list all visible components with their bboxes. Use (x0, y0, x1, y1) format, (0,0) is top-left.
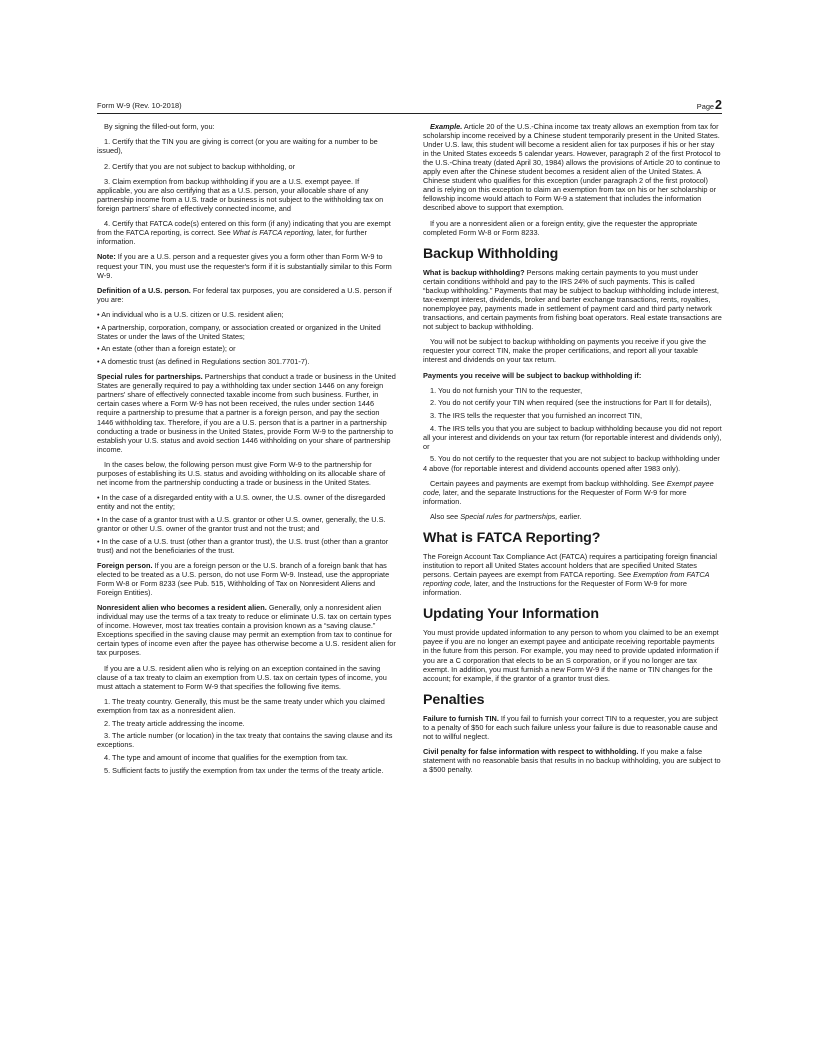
paragraph: In the cases below, the following person must give Form W-9 to the partnership for purposes of establishing its U.S. status and avoiding withholding on its allocable share of net income from the partnership conducting a trade or business in the United States. (97, 459, 386, 487)
text: Certain payees and payments are exempt from backup withholding. See (430, 478, 667, 488)
run-in-heading: Definition of a U.S. person. (97, 285, 191, 295)
example-heading: Example. (430, 122, 463, 131)
subheading (423, 371, 722, 380)
section-heading: Backup Withholding (423, 245, 559, 262)
text: 4. Certify that FATCA code(s) entered on this form (if any) indicating that you are exempt from the FATCA reporting, is correct. See (97, 219, 391, 238)
list-item: 4. The type and amount of income that qualifies for the exemption from tax. (104, 753, 348, 763)
page-number-value: 2 (715, 98, 722, 112)
paragraph: By signing the filled-out form, you: (104, 122, 215, 131)
right-column (423, 122, 722, 780)
paragraph: If you are a U.S. resident alien who is relying on an exception contained in the saving clause of a tax treaty to claim an exemption from U.S. tax on certain types of income, you must attach a statement to Form W-9 that specifies the following five items. (97, 663, 387, 691)
cross-reference: What is FATCA reporting, (232, 228, 316, 238)
paragraph: If you are a nonresident alien or a foreign entity, give the requester the appropriate completed Form W-8 or Form 8233. (423, 218, 698, 237)
paragraph: You will not be subject to backup withholding on payments you receive if you give the requester your correct TIN, make the proper certifications, and report all your taxable interest and dividends on your tax return. (423, 337, 707, 365)
text: If you are a U.S. person and a requester gives you a form other than Form W-9 to request your TIN, you must use the requester's form if it is substantially similar to this Form W-9. (97, 252, 392, 280)
note-paragraph (97, 252, 396, 279)
cross-reference: Special rules for partnerships, (460, 512, 558, 522)
run-in-heading: Foreign person. (97, 560, 153, 570)
list-item: 5. Sufficient facts to justify the exemption from tax under the terms of the treaty article. (104, 765, 384, 775)
paragraph (97, 219, 396, 246)
paragraph (423, 747, 722, 774)
bullet-item: • An estate (other than a foreign estate); or (97, 344, 236, 354)
paragraph (423, 552, 722, 597)
text: If you make a false statement with no reasonable basis that results in no backup withholding, you are subject to a $500 penalty. (423, 746, 721, 775)
run-in-heading: Civil penalty for false information with respect to withholding. (423, 746, 639, 756)
text: Article 20 of the U.S.-China income tax treaty allows an exemption from tax for scholarship income received by a Chinese student temporarily present in the United States. Under U.S. law, this student will become a resident alien for tax purposes if his or her stay in the United States exceeds 5 calendar years. However, paragraph 2 of the first Protocol to the U.S.-China treaty (dated April 30, 1984) allows the provisions of Article 20 to continue to apply even after the Chinese student becomes a resident alien of the United States. A Chinese student who qualifies for this exception (under paragraph 2 of the first protocol) and is relying on this exception to claim an exemption from tax on his or her scholarship or fellowship income would attach to Form W-9 a statement that includes the information described above to support that exemption. (423, 122, 721, 213)
run-in-heading: Payments you receive will be subject to backup withholding if: (423, 370, 642, 380)
cross-reference: Exemption from FATCA reporting code, (423, 570, 710, 589)
bullet-item: • An individual who is a U.S. citizen or U.S. resident alien; (97, 310, 284, 320)
list-item: 2. The treaty article addressing the income. (104, 718, 245, 728)
run-in-heading: Special rules for partnerships. (97, 372, 203, 382)
paragraph (423, 268, 722, 331)
text: Also see (430, 512, 461, 522)
page-label: Page (696, 102, 715, 111)
page-header (97, 98, 722, 114)
paragraph: 3. Claim exemption from backup withholding if you are a U.S. exempt payee. If applicable, you are also certifying that as a U.S. person, your allocable share of any partnership income from a U.S. trade or business is not subject to the withholding tax on foreign partners' share of effectively connected income, and (97, 176, 384, 213)
list-item: 1. You do not furnish your TIN to the requester, (430, 385, 583, 395)
page-number (697, 98, 722, 112)
text: Persons making certain payments to you must under certain conditions withhold and pay to the IRS 24% of such payments. This is called “backup withholding.” Payments that may be subject to backup withholding include interest, tax-exempt interest, dividends, broker and barter exchange transactions, rents, royalties, nonemployee pay, payments made in settlement of payment card and third party network transactions, and certain payments from fishing boat operators. Real estate transactions are not subject to backup withholding. (423, 267, 722, 332)
note-heading: Note: (97, 252, 116, 262)
text: later, and the Instructions for the Requester of Form W-9 for more information. (423, 579, 687, 598)
list-item: 3. The article number (or location) in the tax treaty that contains the saving clause and its exceptions. (97, 731, 393, 750)
bullet-item: • In the case of a U.S. trust (other than a grantor trust), the U.S. trust (other than a grantor trust) and not the beneficiaries of the trust. (97, 536, 389, 555)
bullet-item: • In the case of a disregarded entity with a U.S. owner, the U.S. owner of the disregarded entity and not the entity; (97, 493, 386, 512)
example-paragraph (423, 122, 722, 212)
section-heading: Updating Your Information (423, 606, 599, 623)
cross-reference: Exempt payee code, (423, 478, 714, 497)
text: earlier. (557, 512, 582, 522)
section-heading: What is FATCA Reporting? (423, 530, 601, 547)
paragraph: 2. Certify that you are not subject to backup withholding, or (104, 161, 296, 171)
document-page (97, 98, 722, 775)
run-in-heading: Failure to furnish TIN. (423, 713, 499, 723)
text: If you are a foreign person or the U.S. branch of a foreign bank that has elected to be treated as a U.S. person, do not use Form W-9. Instead, use the appropriate Form W-8 or Form 8233 (see Pub. 515, Withholding of Tax on Nonresident Aliens and Foreign Entities). (97, 560, 390, 597)
paragraph: 1. Certify that the TIN you are giving is correct (or you are waiting for a number to be issued), (97, 137, 378, 156)
paragraph (97, 372, 396, 453)
text: For federal tax purposes, you are considered a U.S. person if you are: (97, 285, 392, 304)
list-item: 2. You do not certify your TIN when required (see the instructions for Part II for details), (430, 398, 712, 408)
paragraph (97, 603, 396, 657)
left-column (97, 122, 396, 778)
definition-paragraph (97, 286, 396, 304)
bullet-item: • A domestic trust (as defined in Regulations section 301.7701-7). (97, 357, 310, 367)
section-heading: Penalties (423, 691, 485, 708)
paragraph (423, 512, 722, 521)
list-item: 3. The IRS tells the requester that you furnished an incorrect TIN, (430, 411, 642, 421)
run-in-heading: Nonresident alien who becomes a resident alien. (97, 603, 267, 613)
text: If you fail to furnish your correct TIN to a requester, you are subject to a penalty of $50 for each such failure unless your failure is due to reasonable cause and not to willful neglect. (423, 713, 718, 741)
header-rule (97, 113, 722, 114)
text: later, and the separate Instructions for the Requester of Form W-9 for more information. (423, 487, 687, 506)
run-in-heading: What is backup withholding? (423, 267, 525, 277)
list-item: 5. You do not certify to the requester that you are not subject to backup withholding under 4 above (for reportable interest and dividend accounts opened after 1983 only). (423, 454, 720, 473)
list-item: 1. The treaty country. Generally, this must be the same treaty under which you claimed exemption from tax as a nonresident alien. (97, 697, 385, 716)
text: The Foreign Account Tax Compliance Act (FATCA) requires a participating foreign financial institution to report all United States account holders that are specified United States persons. Certain payees are exempt from FATCA reporting. See (423, 552, 718, 580)
text: later, for further information. (97, 228, 367, 247)
paragraph (423, 714, 722, 741)
form-identifier: Form W-9 (Rev. 10-2018) (97, 101, 182, 110)
list-item: 4. The IRS tells you that you are subject to backup withholding because you did not report all your interest and dividends on your tax return (for reportable interest and dividends only), or (423, 423, 722, 451)
bullet-item: • A partnership, corporation, company, or association created or organized in the United States or under the laws of the United States; (97, 322, 381, 341)
text: Partnerships that conduct a trade or business in the United States are generally required to pay a withholding tax under section 1446 on any foreign partners' share of effectively connected taxable income from such business. Further, in certain cases where a Form W-9 has not been received, the rules under section 1446 require a partnership to presume that a partner is a foreign person, and pay the section 1446 withholding tax. Therefore, if you are a U.S. person that is a partner in a partnership conducting a trade or business in the United States, provide Form W-9 to the partnership to establish your U.S. status and avoid section 1446 withholding on your share of partnership income. (97, 372, 396, 454)
bullet-item: • In the case of a grantor trust with a U.S. grantor or other U.S. owner, generally, the U.S. grantor or other U.S. owner of the grantor trust and not the trust; and (97, 514, 386, 533)
paragraph: You must provide updated information to any person to whom you claimed to be an exempt payee if you are no longer an exempt payee and anticipate receiving reportable payments in the future from this person. For example, you may need to provide updated information if you are a C corporation that elects to be an S corporation, or if you no longer are tax exempt. In addition, you must furnish a new Form W-9 if the name or TIN changes for the account; for example, if the grantor of a grantor trust dies. (423, 628, 719, 683)
text: Generally, only a nonresident alien individual may use the terms of a tax treaty to reduce or eliminate U.S. tax on certain types of income. However, most tax treaties contain a provision known as a “saving clause.” Exceptions specified in the saving clause may permit an exemption from tax to continue for certain types of income even after the payee has otherwise become a U.S. resident alien for tax purposes. (97, 603, 396, 658)
paragraph (423, 479, 722, 506)
paragraph (97, 561, 396, 597)
